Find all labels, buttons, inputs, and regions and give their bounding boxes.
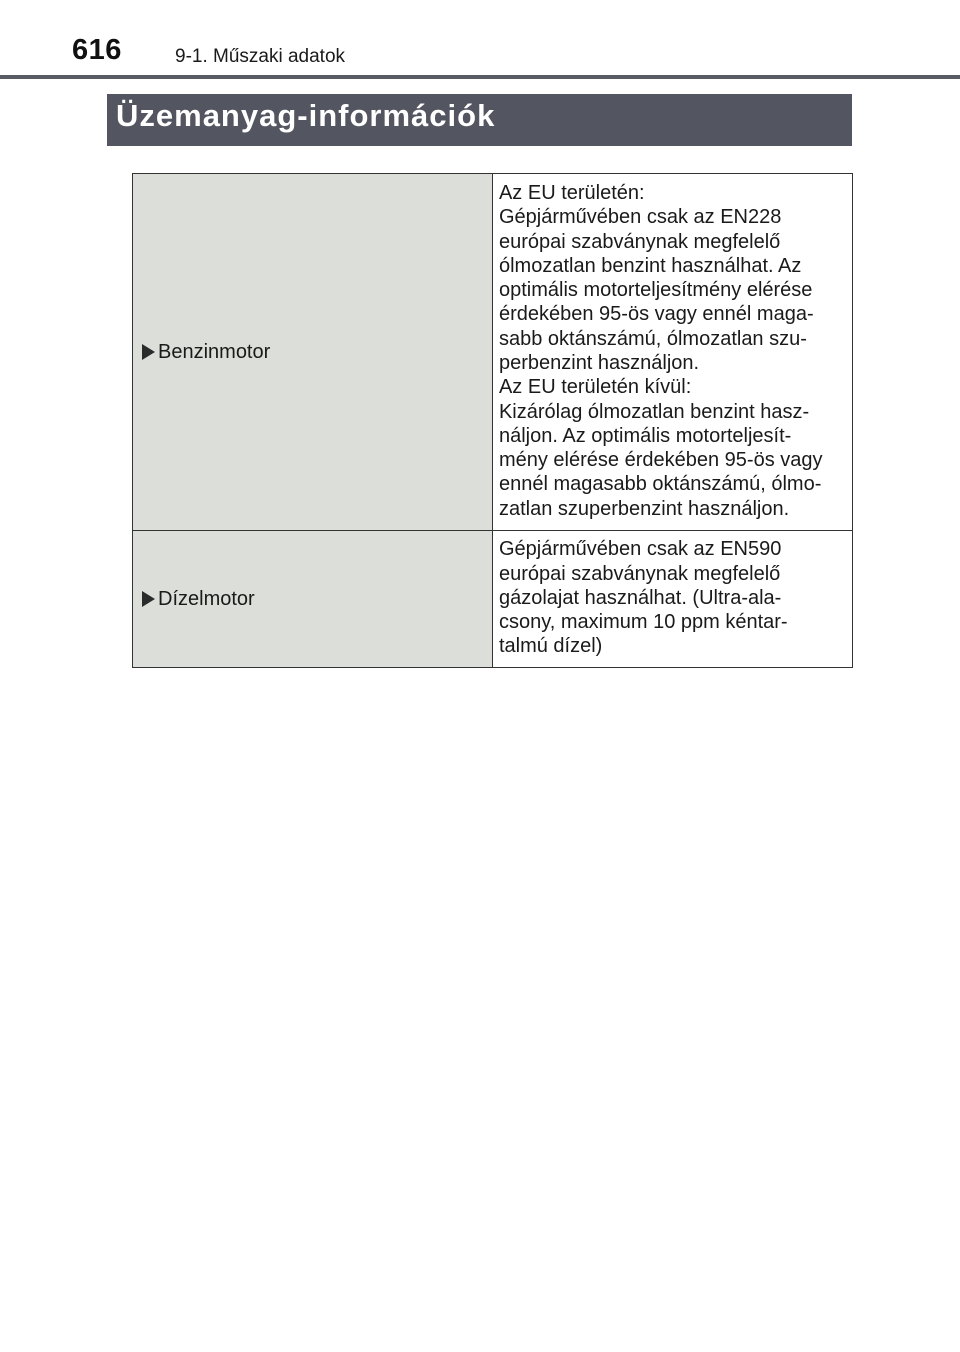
description-line: Az EU területén kívül:: [498, 376, 692, 399]
description-line: európai szabványnak megfelelő: [498, 230, 781, 253]
fuel-description-cell: [492, 174, 852, 531]
table-row: [133, 174, 853, 531]
description-line: gázolajat használhat. (Ultra-ala-: [498, 586, 782, 609]
description-line: európai szabványnak megfelelő: [498, 562, 781, 585]
description-line: ólmozatlan benzint használhat. Az: [498, 254, 802, 277]
triangle-bullet-icon: [142, 591, 155, 607]
description-line: náljon. Az optimális motorteljesít-: [498, 424, 792, 447]
description-line: sabb oktánszámú, ólmozatlan szu-: [498, 327, 807, 350]
description-line: perbenzint használjon.: [498, 352, 700, 374]
description-line: optimális motorteljesítmény elérése: [498, 279, 813, 302]
page-number: 616: [72, 34, 122, 66]
page-title: Üzemanyag-információk: [116, 98, 496, 133]
engine-type-cell: [133, 174, 493, 531]
triangle-bullet-icon: [142, 344, 155, 360]
description-line: mény elérése érdekében 95-ös vagy: [498, 449, 823, 472]
description-line: ennél magasabb oktánszámú, ólmo-: [498, 473, 822, 496]
fuel-table: [132, 173, 853, 668]
description-line: Gépjárművében csak az EN590: [498, 538, 782, 561]
description-line: zatlan szuperbenzint használjon.: [498, 497, 790, 520]
engine-type-cell: [133, 531, 493, 668]
description-line: Az EU területén:: [498, 181, 645, 204]
description-line: Gépjárművében csak az EN228: [498, 206, 782, 229]
fuel-description-cell: [492, 531, 852, 668]
section-label: 9-1. Műszaki adatok: [175, 46, 346, 67]
page-header: [0, 0, 960, 80]
header-rule: [0, 75, 960, 79]
description-line: csony, maximum 10 ppm kéntar-: [498, 611, 788, 634]
engine-type-label: Dízelmotor: [158, 587, 255, 610]
description-line: Kizárólag ólmozatlan benzint hasz-: [498, 400, 810, 423]
description-line: érdekében 95-ös vagy ennél maga-: [498, 303, 814, 326]
description-line: talmú dízel): [498, 635, 603, 658]
engine-type-label: Benzinmotor: [158, 340, 271, 363]
title-banner: [107, 94, 852, 146]
table-row: [133, 531, 853, 668]
